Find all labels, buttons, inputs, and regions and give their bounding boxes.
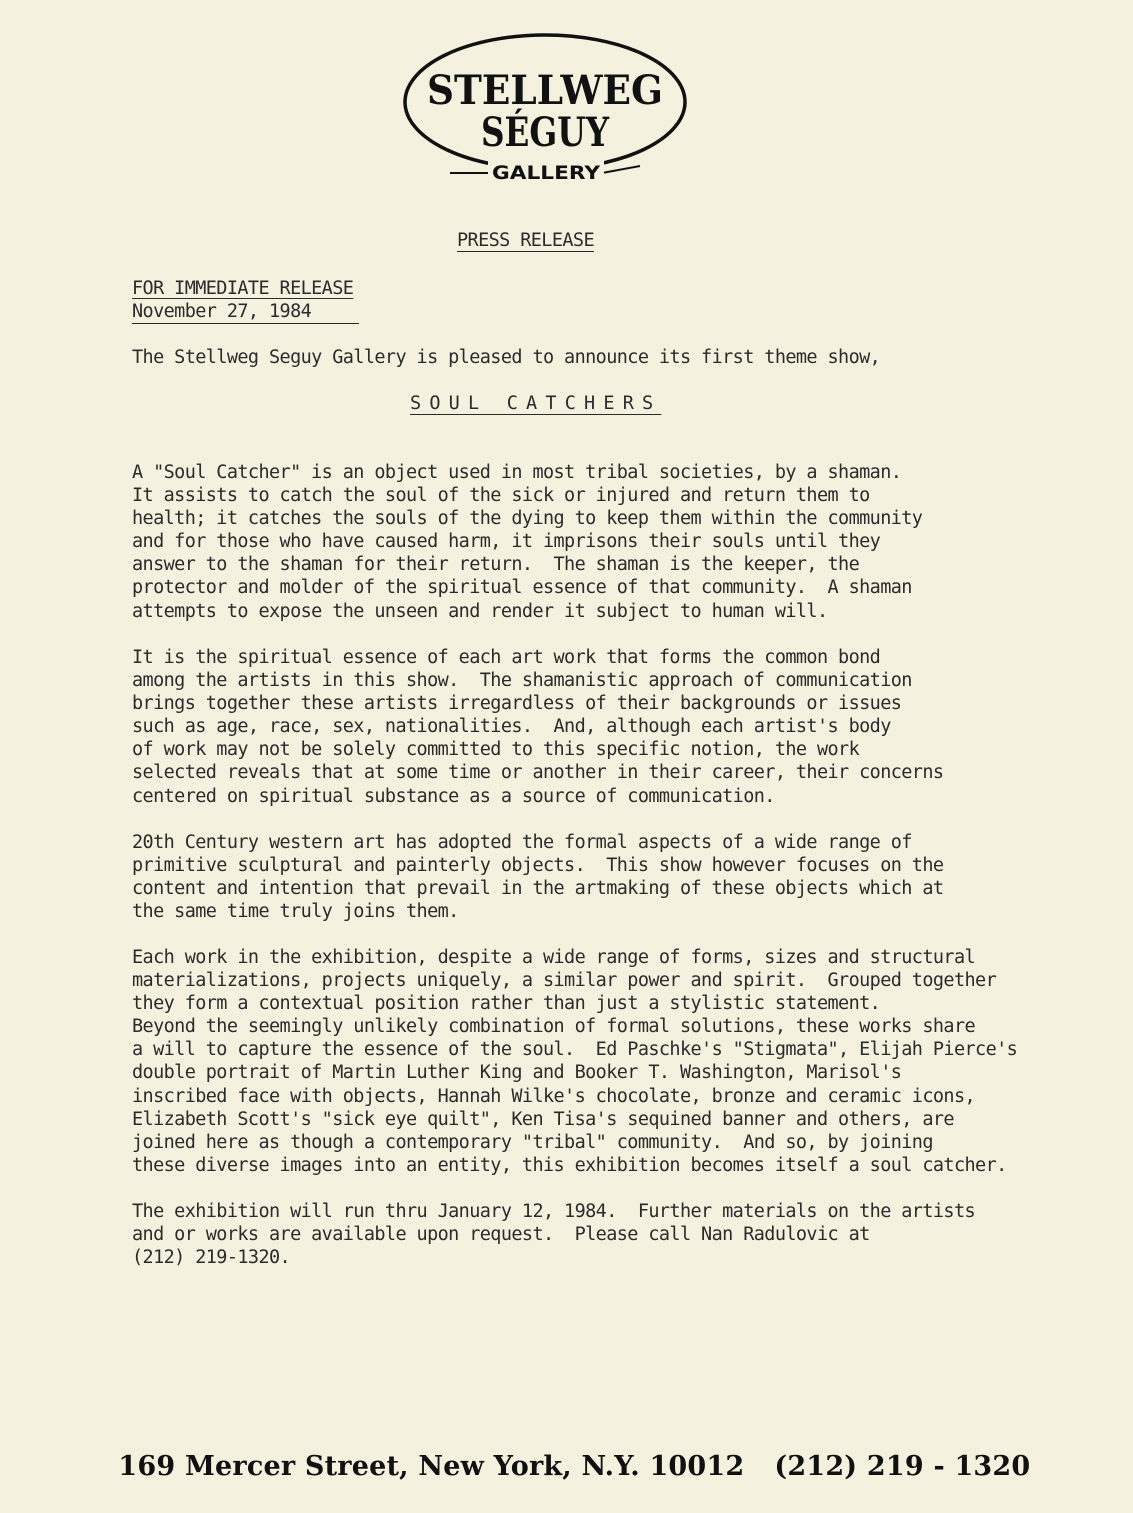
paragraph-line: of work may not be solely committed to this specific notion, the work: [132, 739, 860, 761]
release-date: November 27, 1984: [132, 300, 359, 324]
paragraph-line: these diverse images into an entity, this exhibition becomes itself a soul catcher.: [132, 1154, 1007, 1176]
paragraph-line: a will to capture the essence of the soul. Ed Paschke's "Stigmata", Elijah Pierce's: [132, 1039, 1018, 1061]
paragraph-line: Beyond the seemingly unlikely combination of formal solutions, these works share: [132, 1016, 976, 1038]
paragraph-line: they form a contextual position rather than just a stylistic statement.: [132, 993, 881, 1015]
paragraph-2: [132, 646, 943, 808]
paragraph-line: such as age, race, sex, nationalities. And, although each artist's body: [132, 716, 891, 738]
paragraph-line: and or works are available upon request. Please call Nan Radulovic at: [132, 1224, 870, 1246]
gallery-logo: [400, 28, 690, 188]
paragraph-line: content and intention that prevail in the artmaking of these objects which at: [132, 878, 944, 900]
paragraph-line: double portrait of Martin Luther King and Booker T. Washington, Marisol's: [132, 1062, 902, 1084]
paragraph-line: health; it catches the souls of the dying to keep them within the community: [132, 508, 923, 530]
paragraph-5: [132, 1200, 975, 1269]
paragraph-line: selected reveals that at some time or another in their career, their concerns: [132, 762, 944, 784]
show-title: SOUL CATCHERS: [410, 393, 662, 414]
logo-line-gallery: GALLERY: [492, 162, 601, 184]
paragraph-line: (212) 219-1320.: [132, 1247, 291, 1269]
paragraph-line: It is the spiritual essence of each art work that forms the common bond: [132, 647, 881, 668]
paragraph-line: A "Soul Catcher" is an object used in most tribal societies, by a shaman.: [132, 462, 902, 483]
paragraph-line: brings together these artists irregardless of their backgrounds or issues: [132, 693, 902, 715]
intro-sentence: The Stellweg Seguy Gallery is pleased to announce its first theme show,: [132, 347, 881, 368]
release-info: [132, 277, 359, 324]
press-release-heading: PRESS RELEASE: [457, 230, 594, 251]
paragraph-line: attempts to expose the unseen and render it subject to human will.: [132, 600, 828, 622]
paragraph-4: [132, 946, 1017, 1177]
paragraph-line: protector and molder of the spiritual essence of that community. A shaman: [132, 577, 912, 599]
release-label: FOR IMMEDIATE RELEASE: [132, 278, 354, 299]
paragraph-line: joined here as though a contemporary "tribal" community. And so, by joining: [132, 1131, 933, 1153]
footer-address: 169 Mercer Street, New York, N.Y. 10012: [118, 1451, 745, 1482]
footer-contact: [80, 1420, 1030, 1513]
paragraph-line: Elizabeth Scott's "sick eye quilt", Ken Tisa's sequined banner and others, are: [132, 1108, 954, 1130]
paragraph-line: The exhibition will run thru January 12, 1984. Further materials on the artists: [132, 1201, 976, 1222]
logo-line-stellweg: STELLWEG: [427, 67, 663, 114]
paragraph-line: materializations, projects uniquely, a similar power and spirit. Grouped together: [132, 970, 997, 992]
paragraph-line: inscribed face with objects, Hannah Wilke's chocolate, bronze and ceramic icons,: [132, 1085, 976, 1107]
paragraph-line: 20th Century western art has adopted the formal aspects of a wide range of: [132, 832, 912, 853]
paragraph-line: and for those who have caused harm, it imprisons their souls until they: [132, 531, 881, 553]
paragraph-1: [132, 461, 922, 623]
paragraph-line: the same time truly joins them.: [132, 901, 459, 923]
paragraph-line: primitive sculptural and painterly objects. This show however focuses on the: [132, 855, 944, 877]
paragraph-3: [132, 831, 943, 923]
logo-line-seguy: SÉGUY: [481, 109, 610, 156]
paragraph-line: It assists to catch the soul of the sick or injured and return them to: [132, 485, 870, 507]
footer-phone: (212) 219 - 1320: [774, 1451, 1031, 1482]
paragraph-line: answer to the shaman for their return. The shaman is the keeper, the: [132, 554, 860, 576]
paragraph-line: Each work in the exhibition, despite a wide range of forms, sizes and structural: [132, 947, 976, 968]
paragraph-line: centered on spiritual substance as a source of communication.: [132, 785, 775, 807]
paragraph-line: among the artists in this show. The shamanistic approach of communication: [132, 670, 912, 692]
logo-rule-right: [602, 166, 640, 173]
